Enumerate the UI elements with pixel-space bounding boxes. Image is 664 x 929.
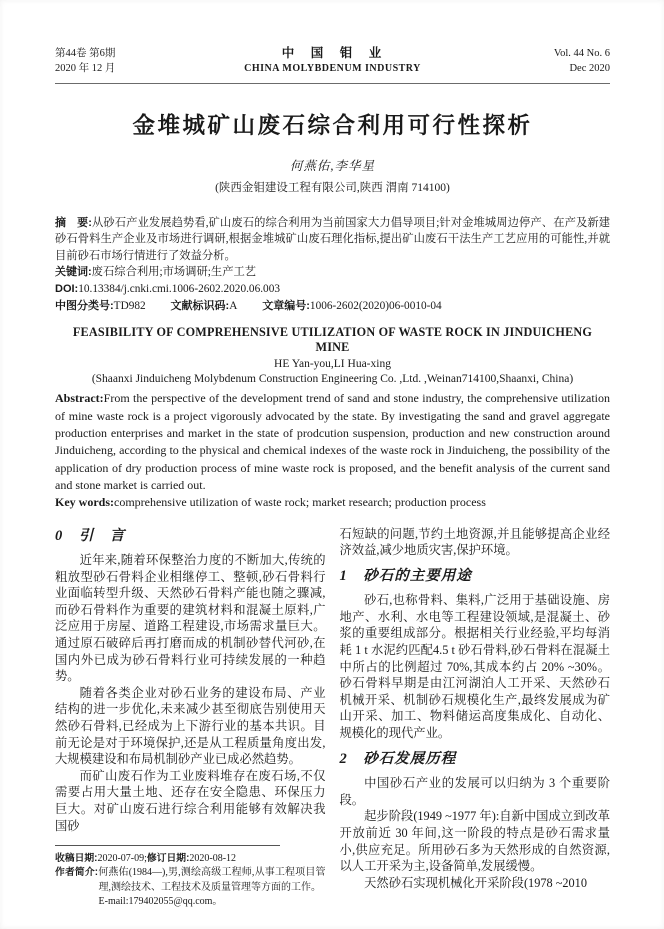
bio-text: 何燕佑(1984—),男,测绘高级工程师,从事工程项目管理,测绘技术、工程技术及质量管理等方面的工作。 (98, 867, 326, 893)
abstract-label-cn: 摘 要: (55, 217, 92, 229)
section-2-heading: 2 砂石发展历程 (339, 750, 457, 767)
clc-value: TD982 (113, 300, 146, 313)
abstract-label-en: Abstract: (55, 391, 104, 406)
article-title-en: FEASIBILITY OF COMPREHENSIVE UTILIZATION OF WASTE ROCK IN JINDUICHENG MINE (72, 325, 593, 355)
doc-code-value: A (229, 300, 238, 313)
header-divider (55, 83, 610, 84)
header-volume-info (450, 46, 610, 76)
section-2-para-2: 起步阶段(1949 ~1977 年):自新中国成立到改革开放前近 30 年间,这一阶段的特点是砂石需求量小,供应充足。所用砂石多为天然形成的自然资源,以人工开采为主,设备简单,发展缓慢。 (339, 809, 610, 874)
keywords-text-en: comprehensive utilization of waste rock; market research; production process (114, 495, 486, 510)
received-label: 收稿日期: (55, 853, 98, 865)
issue-date-cn: 2020 年 12 月 (55, 63, 116, 74)
classification-line (55, 298, 610, 314)
issue-date-en: Dec 2020 (569, 63, 610, 74)
abstract-text-cn: 从砂石产业发展趋势看,矿山废石的综合利用为当前国家大力倡导项目;针对金堆城周边停产、在产及新建砂石骨料生产企业及市场进行调研,根据金堆城矿山废石理化指标,提出矿山废石干法生产工艺应用的可能性,并就目前砂石市场行情进行了效益分析。 (55, 217, 610, 262)
footnote-dates (55, 852, 326, 866)
issue-volume: 第44卷 第6期 (55, 48, 116, 59)
footnote (55, 845, 326, 909)
doi-line (55, 281, 610, 297)
section-2-para-3: 天然砂石实现机械化开采阶段(1978 ~2010 (364, 875, 587, 890)
keywords-en (55, 494, 610, 511)
affiliation-cn: (陕西金钼建设工程有限公司,陕西 渭南 714100) (215, 182, 450, 194)
journal-name-cn: 中 国 钼 业 (281, 46, 384, 60)
revised-label: 修订日期: (146, 853, 190, 865)
article-title-cn: 金堆城矿山废石综合利用可行性探析 (132, 113, 533, 138)
left-column (55, 526, 326, 909)
revised-value: 2020-08-12 (189, 853, 237, 865)
right-column (340, 526, 611, 909)
footnote-divider (55, 845, 280, 846)
authors-en: HE Yan-you,LI Hua-xing (274, 358, 391, 371)
abstract-text-en: From the perspective of the development trend of sand and stone industry, the comprehensive utilization of mine waste rock is a project vigorously advocated by the state. By investigating the sand and gravel aggregate production enterprises and market in the state of prodcution suspension, production and new construction around Jinduicheng, according to the physical and chemical indexes of the waste rock in Jinduicheng, the possibility of the application of dry production process of mine waste rock is proposed, and the benefit analysis of the current sand and stone market is carried out. (55, 391, 610, 492)
affiliation-en: (Shaanxi Jinduicheng Molybdenum Construction Engineering Co. ,Ltd. ,Weinan714100,Shaanxi, China) (91, 373, 574, 386)
journal-header (55, 46, 610, 76)
section-1-para-1: 砂石,也称骨料、集料,广泛用于基础设施、房地产、水利、水电等工程建设领域,是混凝土、砂浆的重要组成部分。根据相关行业经验,平均每消耗 1 t 水泥约匹配4.5 t 砂石骨料,砂石骨料在混凝土中所占的比例超过 70%,其成本约占 20% ~30%。砂石骨料早期是由江河湖泊人工开采、天然砂石机械开采、机制砂石规模化生产,最终发展成为矿山开采、加工、物料储运高度集成化、自动化、规模化的现代产业。 (339, 593, 610, 741)
keywords-label-en: Key words: (55, 495, 114, 510)
abstract-cn (55, 215, 610, 264)
doi-label: DOI: (55, 283, 79, 296)
volume-number: Vol. 44 No. 6 (553, 48, 610, 59)
authors-cn: 何燕佑,李华星 (289, 159, 376, 173)
body-columns (55, 526, 610, 909)
keywords-label-cn: 关键词: (55, 266, 92, 279)
section-0-heading: 0 引 言 (55, 527, 126, 544)
meta-block-cn (55, 215, 610, 314)
article-no-value: 1006-2602(2020)06-0010-04 (309, 300, 442, 313)
clc-label: 中图分类号: (55, 300, 114, 313)
keywords-text-cn: 废石综合利用;市场调研;生产工艺 (91, 266, 257, 279)
keywords-cn (55, 264, 610, 280)
received-value: 2020-07-09; (97, 853, 147, 865)
journal-name (215, 46, 450, 76)
bio-label: 作者简介: (55, 867, 99, 879)
section-2-para-1: 中国砂石产业的发展可以归纳为 3 个重要阶段。 (339, 776, 610, 807)
section-0-para-3: 而矿山废石作为工业废料堆存在废石场,不仅需要占用大量土地、还存在安全隐患、环保压力巨大。对矿山废石进行综合利用能够有效解决我国砂 (55, 768, 326, 833)
author-bio (55, 866, 326, 894)
doi-value: 10.13384/j.cnki.cmi.1006-2602.2020.06.003 (78, 283, 280, 296)
section-1-heading: 1 砂石的主要用途 (339, 567, 472, 584)
doc-code-label: 文献标识码: (170, 300, 230, 313)
journal-name-en: CHINA MOLYBDENUM INDUSTRY (244, 63, 421, 74)
section-0-para-2: 随着各类企业对砂石业务的建设布局、产业结构的进一步优化,未来减少甚至彻底告别使用天然砂石骨料,已经成为上下游行业的基本共识。目前无论是对于环境保护,还是从工程质量角度出发,大规模建设和布局机制砂产业已成必然趋势。 (55, 685, 326, 767)
section-0-para-1: 近年来,随着环保整治力度的不断加大,传统的粗放型砂石骨料企业相继停工、整顿,砂石骨料行业面临转型升级、天然砂石骨料产能也随之骤减,而砂石骨料作为重要的建筑材料和混凝土原料,广泛应用于房屋、道路工程建设,市场需求量巨大。通过原石破碎后再打磨而成的机制砂替代河砂,在国内外已成为砂石骨料行业可持续发展的一种趋势。 (55, 553, 326, 684)
header-issue-info (55, 46, 215, 76)
abstract-en (55, 390, 610, 494)
continuation-para: 石短缺的问题,节约土地资源,并且能够提高企业经济效益,减少地质灾害,保护环境。 (339, 526, 610, 558)
author-email: E-mail:179402055@qq.com。 (98, 895, 223, 907)
article-no-label: 文章编号: (262, 300, 310, 313)
